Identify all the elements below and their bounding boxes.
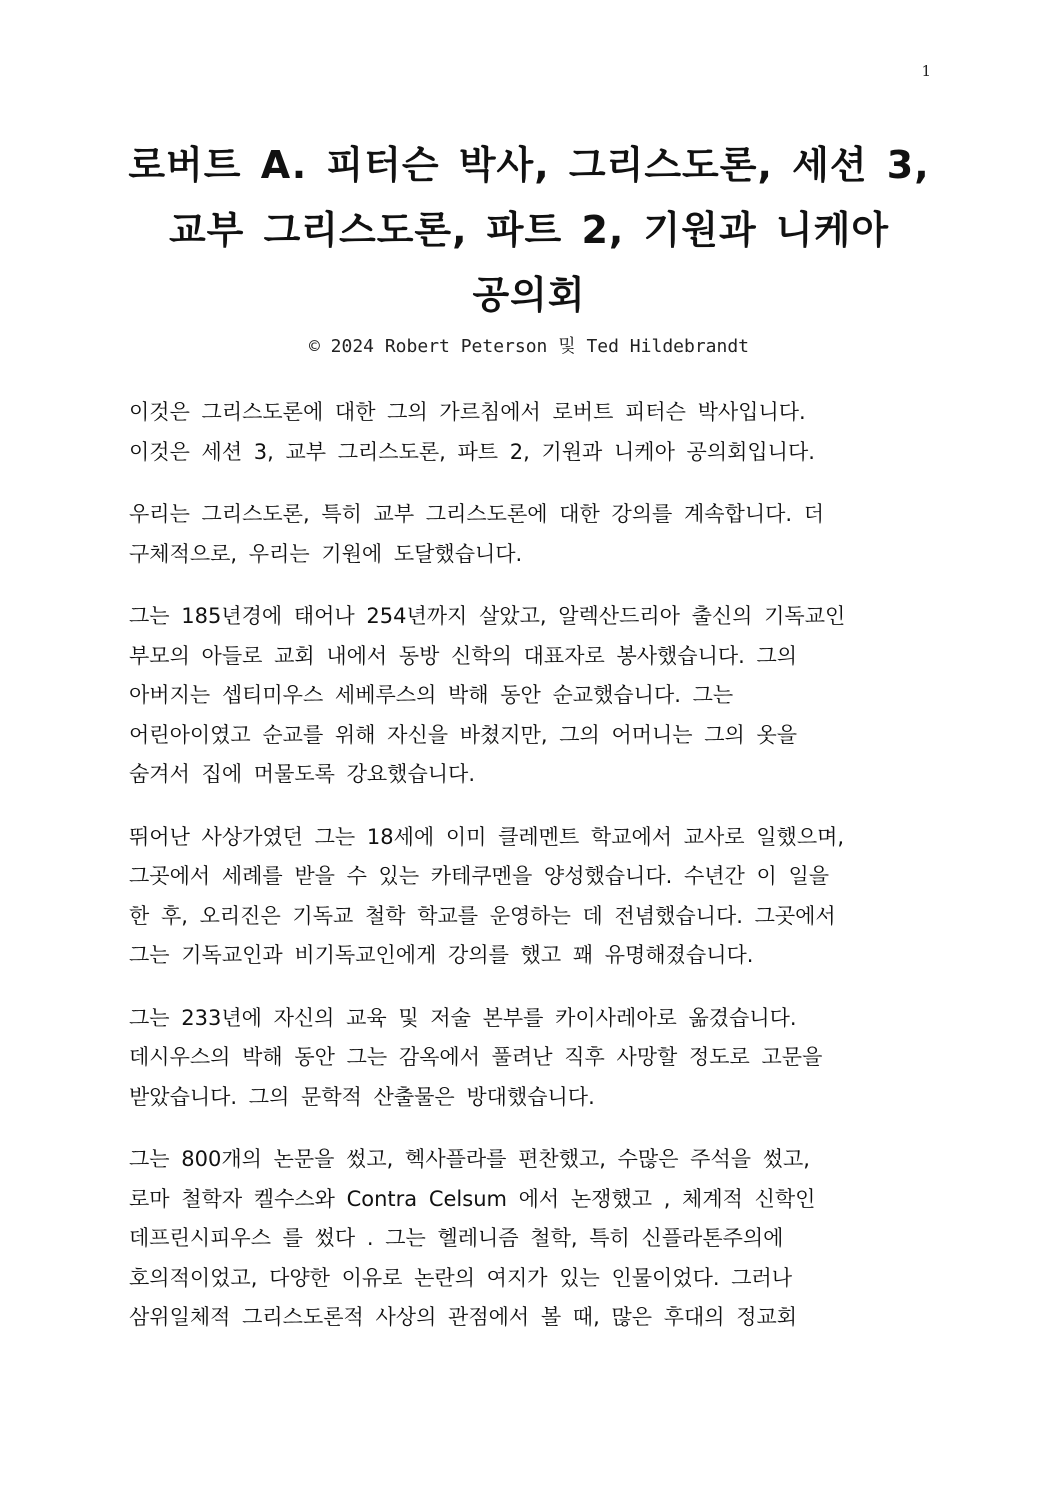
text-line: 그는 800개의 논문을 썼고, 헥사플라를 편찬했고, 수많은 주석을 썼고, — [129, 1147, 810, 1171]
text-line: 그곳에서 세례를 받을 수 있는 카테쿠멘을 양성했습니다. 수년간 이 일을 — [129, 864, 830, 888]
copyright-notice: © 2024 Robert Peterson 및 Ted Hildebrandt — [308, 336, 750, 357]
text-line: 이것은 그리스도론에 대한 그의 가르침에서 로버트 피터슨 박사입니다. — [129, 400, 806, 424]
text-line: 부모의 아들로 교회 내에서 동방 신학의 대표자로 봉사했습니다. 그의 — [129, 643, 798, 668]
text-line: 구체적으로, 우리는 기원에 도달했습니다. — [129, 541, 523, 566]
paragraph — [129, 1140, 929, 1338]
text-line: 로마 철학자 켈수스와 Contra Celsum 에서 논쟁했고 , 체계적 신학인 — [129, 1186, 816, 1211]
text-line: 아버지는 셉티미우스 세베루스의 박해 동안 순교했습니다. 그는 — [129, 683, 734, 707]
text-line: 어린아이였고 순교를 위해 자신을 바쳤지만, 그의 어머니는 그의 옷을 — [129, 722, 798, 747]
text-line: 우리는 그리스도론, 특히 교부 그리스도론에 대한 강의를 계속합니다. 더 — [129, 502, 825, 526]
text-line: 데프린시피우스 를 썼다 . 그는 헬레니즘 철학, 특히 신플라톤주의에 — [129, 1226, 784, 1250]
document-body — [129, 393, 929, 1361]
page-number: 1 — [921, 62, 931, 80]
text-line: 데시우스의 박해 동안 그는 감옥에서 풀려난 직후 사망할 정도로 고문을 — [129, 1045, 823, 1069]
text-line: 뛰어난 사상가였던 그는 18세에 이미 클레멘트 학교에서 교사로 일했으며, — [129, 824, 845, 849]
paragraph — [129, 495, 929, 574]
paragraph — [129, 393, 929, 472]
document-title — [100, 133, 958, 328]
text-line: 삼위일체적 그리스도론적 사상의 관점에서 볼 때, 많은 후대의 정교회 — [129, 1305, 798, 1329]
paragraph — [129, 818, 929, 976]
text-line: 숨겨서 집에 머물도록 강요했습니다. — [129, 762, 475, 786]
title-line: 교부 그리스도론, 파트 2, 기원과 니케아 — [168, 208, 890, 252]
text-line: 이것은 세션 3, 교부 그리스도론, 파트 2, 기원과 니케아 공의회입니다. — [129, 439, 815, 464]
text-line: 그는 185년경에 태어나 254년까지 살았고, 알렉산드리아 출신의 기독교인 — [129, 604, 846, 628]
text-line: 그는 기독교인과 비기독교인에게 강의를 했고 꽤 유명해졌습니다. — [129, 943, 754, 967]
paragraph — [129, 999, 929, 1118]
text-line: 받았습니다. 그의 문학적 산출물은 방대했습니다. — [129, 1084, 595, 1109]
text-line: 한 후, 오리진은 기독교 철학 학교를 운영하는 데 전념했습니다. 그곳에서 — [129, 903, 836, 928]
text-line: 그는 233년에 자신의 교육 및 저술 본부를 카이사레아로 옮겼습니다. — [129, 1005, 797, 1030]
paragraph — [129, 597, 929, 795]
title-line: 공의회 — [472, 273, 586, 317]
text-line: 호의적이었고, 다양한 이유로 논란의 여지가 있는 인물이었다. 그러나 — [129, 1265, 793, 1290]
title-line: 로버트 A. 피터슨 박사, 그리스도론, 세션 3, — [128, 143, 930, 187]
